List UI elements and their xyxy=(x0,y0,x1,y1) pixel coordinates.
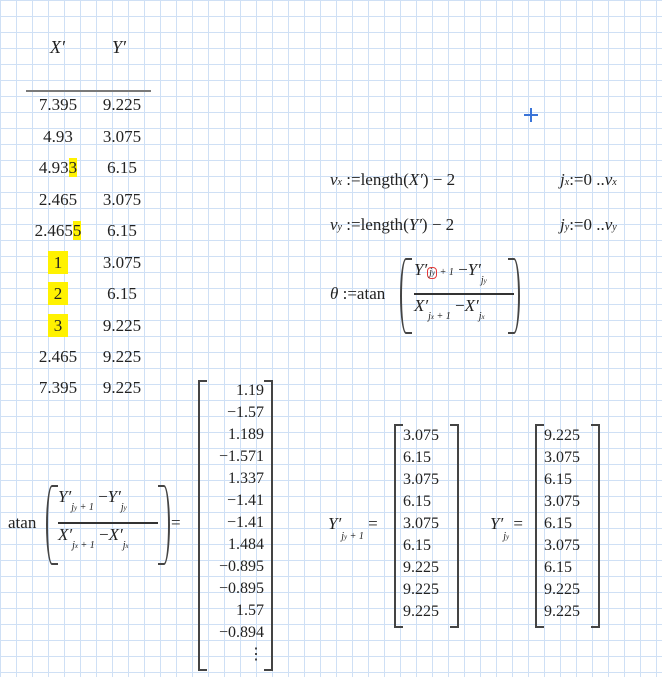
table-cell-y[interactable]: 6.15 xyxy=(107,284,137,303)
vy-ref-subscript: y xyxy=(612,222,617,233)
y-value: 9.225 xyxy=(544,427,580,444)
left-paren xyxy=(46,485,58,565)
yprime-term: Y′ xyxy=(58,487,72,506)
y-prime-header: Y′ xyxy=(112,37,126,57)
jx-symbol: j xyxy=(560,170,565,189)
xprime-term: X′ xyxy=(414,296,429,315)
equals-sign: = xyxy=(368,514,378,533)
vx-definition[interactable]: vx :=length(X′) − 2 xyxy=(330,170,456,189)
y-index-2: y xyxy=(123,504,127,512)
yprime-term-2: Y′ xyxy=(467,260,481,279)
x-index: x xyxy=(74,542,78,550)
vy-ref: v xyxy=(604,215,613,234)
plus-one: + 1 xyxy=(439,267,454,278)
x-value: 4.93 xyxy=(38,158,69,177)
atan-result-value: −0.895 xyxy=(218,558,264,575)
table-cell-y[interactable]: 9.225 xyxy=(102,378,142,397)
y-shift-value: 3.075 xyxy=(403,471,439,488)
x-value-highlight: 2 xyxy=(48,282,69,305)
atan-result-value: −1.571 xyxy=(218,448,264,465)
table-cell-x[interactable] xyxy=(28,378,88,398)
table-cell-x[interactable] xyxy=(28,127,88,147)
y-result-vector[interactable] xyxy=(544,425,594,623)
length-function: length xyxy=(360,215,404,234)
yprime-ref: Y′ xyxy=(408,215,422,234)
x-value: 2.465 xyxy=(38,347,78,366)
y-value: 3.075 xyxy=(544,449,580,466)
atan-result-value: ⋮ xyxy=(248,646,264,663)
assign-operator: := xyxy=(342,284,357,303)
table-cell-x[interactable] xyxy=(28,253,88,273)
x-value-highlight: 5 xyxy=(72,221,82,240)
table-cell-y[interactable]: 9.225 xyxy=(102,95,142,114)
plus-one-2: + 1 xyxy=(436,311,451,322)
range-start: 0 .. xyxy=(583,170,605,189)
j-index-3: j xyxy=(72,540,75,551)
vy-subscript: y xyxy=(337,222,342,233)
vx-symbol: v xyxy=(330,170,338,189)
table-cell-y[interactable]: 6.15 xyxy=(107,221,137,240)
x-value: 7.395 xyxy=(38,95,78,114)
y-value: 3.075 xyxy=(544,493,580,510)
table-cell-y[interactable]: 9.225 xyxy=(102,347,142,366)
plus-one-2: + 1 xyxy=(80,540,95,551)
y-index: y xyxy=(343,533,348,541)
j-index-4: j xyxy=(478,311,482,322)
denominator: $X'_{jx + 1} -X'_{jx}$ xyxy=(414,296,485,322)
fraction-bar xyxy=(414,293,514,295)
vy-symbol: v xyxy=(330,215,338,234)
jy-definition[interactable] xyxy=(560,215,617,235)
theta-definition[interactable] xyxy=(330,258,530,333)
right-paren xyxy=(158,485,170,565)
j-index-2: j xyxy=(480,275,484,286)
table-cell-x[interactable] xyxy=(28,221,88,241)
atan-result-value: −0.895 xyxy=(218,580,264,597)
table-cell-y[interactable]: 3.075 xyxy=(102,190,142,209)
x-value: 2.465 xyxy=(38,190,78,209)
y-shift-value: 3.075 xyxy=(403,427,439,444)
atan-result-value: 1.337 xyxy=(228,470,264,487)
y-shift-value: 3.075 xyxy=(403,515,439,532)
table-cell-y[interactable]: 6.15 xyxy=(107,158,137,177)
xprime-term: X′ xyxy=(58,525,73,544)
table-cell-y[interactable]: 3.075 xyxy=(102,253,142,272)
y-value: 9.225 xyxy=(544,603,580,620)
x-value: 4.93 xyxy=(43,127,73,146)
atan-result-value: −0.894 xyxy=(218,624,264,641)
cursor-placeholder-box[interactable] xyxy=(427,267,437,279)
minus-two: − 2 xyxy=(432,170,456,189)
j-index: j xyxy=(71,502,74,513)
range-start: 0 .. xyxy=(583,215,605,234)
atan-result-value: 1.189 xyxy=(228,426,264,443)
x-index: x xyxy=(430,313,434,321)
plus-one: + 1 xyxy=(349,531,364,542)
theta-symbol: θ xyxy=(330,284,339,303)
table-cell-x[interactable] xyxy=(28,316,88,336)
xprime-term-2: X′ xyxy=(464,296,479,315)
x-value-highlight: 3 xyxy=(68,158,78,177)
jy-symbol: j xyxy=(560,215,565,234)
table-cell-x[interactable] xyxy=(28,190,88,210)
xprime-term-2: X′ xyxy=(108,525,123,544)
atan-evaluation[interactable] xyxy=(8,485,183,565)
xprime-ref: X′ xyxy=(408,170,423,189)
x-value-highlight: 3 xyxy=(48,314,69,337)
y-shift-right-bracket xyxy=(450,424,459,628)
y-right-bracket xyxy=(591,424,600,628)
atan-result-value: 1.57 xyxy=(236,602,264,619)
yprime-symbol: Y′ xyxy=(328,514,342,533)
equals-sign: = xyxy=(171,513,181,532)
table-cell-x[interactable] xyxy=(28,347,88,367)
jx-definition[interactable] xyxy=(560,170,617,190)
y-shift-value: 9.225 xyxy=(403,581,439,598)
assign-operator: := xyxy=(569,215,584,234)
vx-ref: v xyxy=(604,170,613,189)
plus-one: + 1 xyxy=(79,502,94,513)
table-cell-x[interactable] xyxy=(28,284,88,304)
table-cell-x[interactable] xyxy=(28,158,88,178)
x-index-2: x xyxy=(125,542,129,550)
yprime-symbol: Y′ xyxy=(490,514,504,533)
jy-subscript: y xyxy=(564,222,570,233)
vy-definition[interactable]: vy :=length(Y′) − 2 xyxy=(330,215,455,234)
y-left-bracket xyxy=(535,424,544,628)
numerator: $Y'_{jy + 1} -Y'_{jy}$ xyxy=(58,487,127,513)
atan-result-value: −1.41 xyxy=(226,514,264,531)
y-value: 6.15 xyxy=(544,471,572,488)
y-value: 3.075 xyxy=(544,537,580,554)
y-shift-value: 6.15 xyxy=(403,537,431,554)
y-label[interactable] xyxy=(490,514,523,542)
atan-result-value: 1.484 xyxy=(228,536,264,553)
denominator: $X'_{jx + 1} -X'_{jx}$ xyxy=(58,525,129,551)
vx-subscript: x xyxy=(337,177,342,188)
x-value: 2.465 xyxy=(34,221,73,240)
atan-result-value: −1.41 xyxy=(226,492,264,509)
y-shift-left-bracket xyxy=(394,424,403,628)
x-prime-header: X′ xyxy=(50,37,65,57)
jx-subscript: x xyxy=(564,177,570,188)
j-index-3: j xyxy=(428,311,431,322)
left-paren xyxy=(400,258,412,334)
j-index: j xyxy=(503,531,506,542)
y-value: 6.15 xyxy=(544,515,572,532)
vx-ref-subscript: x xyxy=(612,177,617,188)
assign-operator: := xyxy=(569,170,584,189)
table-header-rule xyxy=(26,90,151,92)
assign-operator: := xyxy=(346,215,361,234)
j-index-2: j xyxy=(120,502,124,513)
y-value: 6.15 xyxy=(544,559,572,576)
y-index: y xyxy=(431,269,436,277)
atan-result-value: 1.19 xyxy=(236,382,264,399)
j-index: j xyxy=(429,267,432,278)
y-shift-value: 9.225 xyxy=(403,559,439,576)
x-index-2: x xyxy=(481,313,485,321)
y-value: 9.225 xyxy=(544,581,580,598)
right-paren xyxy=(508,258,520,334)
atan-result-vector[interactable] xyxy=(206,380,264,666)
minus-two: − 2 xyxy=(431,215,455,234)
x-value-highlight: 1 xyxy=(48,251,69,274)
length-function: length xyxy=(360,170,404,189)
table-cell-y[interactable]: 9.225 xyxy=(102,316,142,335)
y-index-2: y xyxy=(483,277,487,285)
y-shift-value: 9.225 xyxy=(403,603,439,620)
crosshair-cursor-icon xyxy=(524,108,538,122)
y-index: y xyxy=(73,504,78,512)
atan-function: atan xyxy=(356,284,386,303)
y-shift-result-vector[interactable] xyxy=(403,425,453,623)
y-index: y xyxy=(505,533,510,541)
x-value: 7.395 xyxy=(38,378,78,397)
j-index-4: j xyxy=(122,540,126,551)
fraction-bar xyxy=(58,522,158,524)
assign-operator: := xyxy=(346,170,361,189)
y-shift-value: 6.15 xyxy=(403,449,431,466)
yprime-term-2: Y′ xyxy=(107,487,121,506)
atan-result-value: −1.57 xyxy=(226,404,264,421)
equals-sign: = xyxy=(513,514,523,533)
atan-result-right-bracket xyxy=(264,380,273,671)
table-cell-y[interactable]: 3.075 xyxy=(102,127,142,146)
y-shift-label[interactable] xyxy=(328,514,378,542)
y-shift-value: 6.15 xyxy=(403,493,431,510)
j-index: j xyxy=(341,531,344,542)
atan-function: atan xyxy=(8,513,37,532)
numerator: Y′ jy + $1 -Y'_{jy}$ xyxy=(414,260,487,286)
yprime-term: Y′ xyxy=(414,260,428,279)
table-cell-x[interactable] xyxy=(28,95,88,115)
